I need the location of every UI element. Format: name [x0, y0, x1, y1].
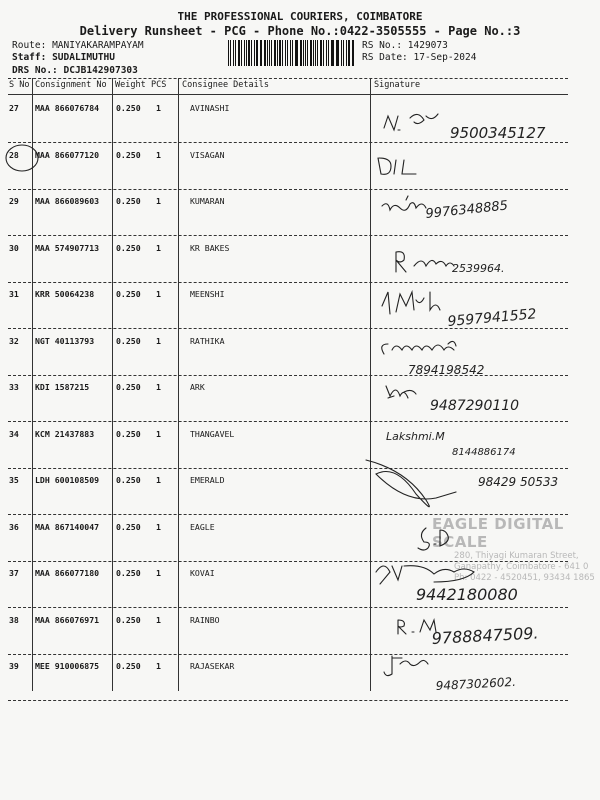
drs-value: DCJB142907303: [63, 65, 138, 76]
rs-date-value: 17-Sep-2024: [413, 52, 477, 63]
cell-consignee: KUMARAN: [190, 196, 225, 206]
cell-consignment: MAA 866089603: [35, 196, 100, 206]
barcode-bar: [323, 40, 324, 66]
cell-weight: 0.250: [116, 614, 141, 625]
cell-consignment: MAA 866076784: [35, 103, 100, 113]
barcode-bar: [246, 40, 247, 66]
cell-weight: 0.250: [116, 661, 141, 671]
cell-weight: 0.250: [116, 475, 141, 485]
cell-sno: 28: [9, 149, 19, 160]
staff-line: [12, 52, 115, 63]
row-rule: [8, 282, 568, 283]
barcode-bar: [251, 40, 252, 66]
barcode-bar: [341, 40, 342, 66]
barcode-bar: [264, 40, 265, 66]
signature-phone: 9442180080: [416, 585, 518, 604]
signature-phone: 2539964.: [452, 262, 505, 275]
barcode-bar: [343, 40, 344, 66]
cell-consignee: RAINBO: [190, 614, 220, 625]
cell-sno: 31: [9, 289, 19, 299]
row-rule: [8, 189, 568, 190]
table-row: [0, 100, 600, 146]
runsheet-title: Delivery Runsheet - PCG - Phone No.:0422-3505555 - Page No.:3: [79, 24, 521, 38]
table-row: [0, 333, 600, 379]
rs-no-label: RS No.:: [362, 40, 403, 51]
cell-pcs: 1: [156, 242, 161, 253]
cell-consignment: MAA 866076971: [35, 614, 100, 625]
cell-sno: 34: [9, 428, 19, 439]
col-header-sno: S No: [9, 80, 30, 90]
table-row: [0, 658, 600, 704]
cell-weight: 0.250: [116, 382, 141, 392]
barcode-bar: [285, 40, 286, 66]
cell-consignment: KDI 1587215: [35, 382, 90, 392]
barcode-bar: [328, 40, 329, 66]
signature-phone: 9500345127: [450, 124, 546, 142]
table-row: [0, 147, 600, 193]
barcode-bar: [315, 40, 316, 66]
signature-phone: 9597941552: [446, 306, 538, 330]
cell-consignee: RATHIKA: [190, 335, 225, 346]
barcode-bar: [233, 40, 234, 66]
barcode-bar: [348, 40, 349, 66]
barcode-bar: [313, 40, 314, 66]
rs-no-line: [362, 40, 448, 51]
drs-line: [12, 65, 138, 76]
cell-pcs: 1: [156, 475, 161, 485]
staff-label: Staff:: [12, 52, 47, 63]
cell-weight: 0.250: [116, 521, 141, 532]
signature-name: Lakshmi.M: [386, 430, 445, 443]
cell-consignment: MAA 574907713: [35, 242, 100, 253]
rs-no-value: 1429073: [407, 40, 448, 51]
cell-consignee: MEENSHI: [190, 289, 225, 299]
route-value: MANIYAKARAMPAYAM: [52, 40, 144, 51]
row-rule: [8, 468, 568, 469]
barcode-bar: [326, 40, 327, 66]
eagle-stamp: [432, 515, 600, 584]
barcode-bar: [290, 40, 291, 66]
barcode-bar: [292, 40, 293, 66]
barcode-bar: [282, 40, 283, 66]
barcode-bar: [256, 40, 258, 66]
barcode-bar: [287, 40, 288, 66]
cell-weight: 0.250: [116, 335, 141, 346]
signature-phone: 9788847509.: [431, 623, 539, 648]
barcode-bar: [241, 40, 242, 66]
cell-sno: 33: [9, 382, 19, 392]
cell-consignment: MEE 910006875: [35, 661, 100, 671]
barcode-bar: [244, 40, 245, 66]
signature-phone: 8144886174: [452, 447, 516, 458]
cell-consignee: VISAGAN: [190, 149, 225, 160]
cell-consignment: MAA 867140047: [35, 521, 100, 532]
stamp-name: EAGLE DIGITAL SCALE: [432, 515, 564, 551]
row-rule: [8, 700, 568, 701]
cell-sno: 39: [9, 661, 19, 671]
barcode-bar: [269, 40, 270, 66]
row-rule: [8, 421, 568, 422]
col-header-weight: Weight: [115, 80, 146, 90]
barcode-bar: [271, 40, 272, 66]
cell-weight: 0.250: [116, 196, 141, 206]
cell-weight: 0.250: [116, 289, 141, 299]
barcode-bar: [279, 40, 281, 66]
barcode: [228, 40, 356, 66]
cell-sno: 32: [9, 335, 19, 346]
cell-sno: 27: [9, 103, 19, 113]
rs-date-label: RS Date:: [362, 52, 408, 63]
cell-pcs: 1: [156, 428, 161, 439]
barcode-bar: [277, 40, 278, 66]
table-row: [0, 472, 600, 518]
cell-weight: 0.250: [116, 428, 141, 439]
row-rule: [8, 607, 568, 608]
cell-sno: 30: [9, 242, 19, 253]
table-row: [0, 612, 600, 658]
staff-value: SUDALIMUTHU: [52, 52, 115, 63]
cell-pcs: 1: [156, 335, 161, 346]
cell-consignment: KCM 21437883: [35, 428, 95, 439]
cell-pcs: 1: [156, 661, 161, 671]
cell-pcs: 1: [156, 382, 161, 392]
barcode-bar: [274, 40, 275, 66]
signature-phone: 9487302602.: [435, 674, 517, 693]
row-rule: [8, 142, 568, 143]
cell-weight: 0.250: [116, 568, 141, 578]
barcode-bar: [300, 40, 301, 66]
cell-weight: 0.250: [116, 149, 141, 160]
cell-consignment: LDH 600108509: [35, 475, 100, 485]
table-row: [0, 426, 600, 472]
barcode-bar: [320, 40, 322, 66]
col-header-signature: Signature: [374, 80, 421, 90]
barcode-bar: [230, 40, 231, 66]
barcode-bar: [353, 40, 354, 66]
company-title: THE PROFESSIONAL COURIERS, COIMBATORE: [177, 10, 423, 23]
barcode-bar: [346, 40, 347, 66]
drs-label: DRS No.:: [12, 65, 58, 76]
table-row: [0, 240, 600, 286]
cell-consignee: KR BAKES: [190, 242, 230, 253]
cell-pcs: 1: [156, 196, 161, 206]
row-rule: [8, 654, 568, 655]
cell-pcs: 1: [156, 614, 161, 625]
header-rule: [8, 94, 568, 95]
route-label: Route:: [12, 40, 47, 51]
table-row: [0, 379, 600, 425]
barcode-bar: [235, 40, 236, 66]
barcode-bar: [307, 40, 308, 66]
stamp-line: Ph: 0422 - 4520451, 93434 1865: [454, 573, 595, 583]
barcode-bar: [267, 40, 268, 66]
cell-pcs: 1: [156, 103, 161, 113]
barcode-bar: [260, 40, 261, 66]
signature-phone: 9487290110: [430, 398, 520, 414]
barcode-bar: [296, 40, 298, 66]
cell-sno: 29: [9, 196, 19, 206]
table-row: [0, 286, 600, 332]
barcode-bar: [238, 40, 240, 66]
barcode-bar: [336, 40, 337, 66]
signature-phone: 98429 50533: [478, 475, 559, 489]
col-header-consignee: Consignee Details: [182, 80, 269, 90]
cell-consignee: EMERALD: [190, 475, 225, 485]
signature-phone: 7894198542: [408, 363, 485, 377]
barcode-bar: [228, 40, 229, 66]
col-header-consignment: Consignment No: [35, 80, 107, 90]
barcode-bar: [295, 40, 296, 66]
row-rule: [8, 328, 568, 329]
barcode-bar: [305, 40, 306, 66]
cell-sno: 37: [9, 568, 19, 578]
cell-pcs: 1: [156, 568, 161, 578]
rs-date-line: [362, 52, 476, 63]
cell-sno: 38: [9, 614, 19, 625]
cell-weight: 0.250: [116, 242, 141, 253]
route-line: [12, 40, 144, 51]
cell-consignee: KOVAI: [190, 568, 215, 578]
barcode-bar: [337, 40, 339, 66]
barcode-bar: [303, 40, 304, 66]
cell-pcs: 1: [156, 521, 161, 532]
cell-consignee: EAGLE: [190, 521, 215, 532]
barcode-bar: [352, 40, 353, 66]
cell-consignment: MAA 866077120: [35, 149, 100, 160]
barcode-bar: [317, 40, 318, 66]
cell-pcs: 1: [156, 289, 161, 299]
cell-sno: 35: [9, 475, 19, 485]
cell-weight: 0.250: [116, 103, 141, 113]
col-header-pcs: PCS: [151, 80, 167, 90]
row-rule: [8, 375, 568, 376]
stamp-line: 280, Thiyagi Kumaran Street,: [454, 551, 579, 561]
barcode-bar: [261, 40, 262, 66]
barcode-bar: [254, 40, 255, 66]
cell-sno: 36: [9, 521, 19, 532]
table-row: [0, 193, 600, 239]
cell-consignee: THANGAVEL: [190, 428, 235, 439]
cell-consignment: MAA 866077180: [35, 568, 100, 578]
barcode-bar: [332, 40, 333, 66]
barcode-bar: [310, 40, 311, 66]
barcode-bar: [248, 40, 249, 66]
cell-consignment: NGT 40113793: [35, 335, 95, 346]
stamp-line: Ganapathy, Coimbatore - 641 0: [454, 562, 589, 572]
row-rule: [8, 235, 568, 236]
cell-consignee: AVINASHI: [190, 103, 230, 113]
cell-consignee: ARK: [190, 382, 205, 392]
cell-consignee: RAJASEKAR: [190, 661, 235, 671]
cell-consignment: KRR 50064238: [35, 289, 95, 299]
barcode-bar: [331, 40, 332, 66]
table-top-rule: [8, 78, 568, 79]
signature-phone: 9976348885: [424, 198, 509, 222]
cell-pcs: 1: [156, 149, 161, 160]
